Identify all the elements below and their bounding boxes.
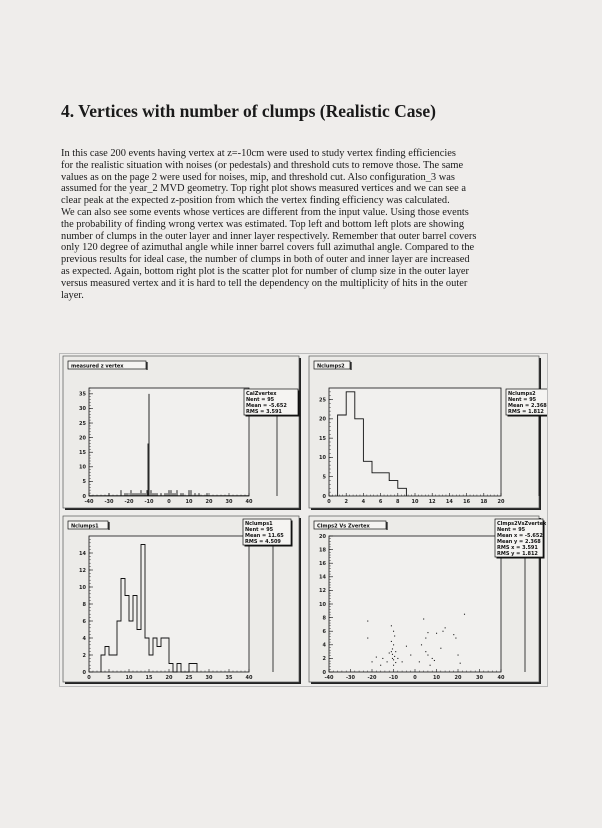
paragraph-line: for the realistic situation with noises (or pedestals) and threshold cuts to remove those. The same bbox=[61, 159, 464, 171]
y-tick-label: 0 bbox=[82, 669, 86, 676]
y-tick-label: 4 bbox=[82, 635, 86, 642]
plot-panel bbox=[309, 516, 547, 684]
scatter-point bbox=[432, 658, 433, 659]
plot-title: Nclumps1 bbox=[71, 523, 99, 530]
scatter-point bbox=[393, 659, 394, 660]
stats-line: Mean = 11.65 bbox=[245, 533, 284, 539]
y-tick-label: 14 bbox=[319, 574, 326, 581]
scatter-point bbox=[394, 656, 395, 657]
scatter-point bbox=[406, 646, 407, 647]
y-tick-label: 10 bbox=[319, 601, 326, 608]
x-tick-label: 20 bbox=[165, 675, 173, 681]
scatter-point bbox=[460, 663, 461, 664]
scatter-point bbox=[455, 638, 456, 639]
scatter-point bbox=[434, 660, 435, 661]
y-tick-label: 2 bbox=[322, 656, 326, 663]
y-tick-label: 0 bbox=[322, 493, 326, 500]
paragraph-line: layer. bbox=[61, 289, 84, 301]
scatter-point bbox=[425, 651, 426, 652]
y-tick-label: 10 bbox=[79, 464, 86, 471]
x-tick-label: 40 bbox=[245, 675, 253, 681]
paragraph-line: In this case 200 events having vertex at z=-10cm were used to study vertex finding efficiencies bbox=[61, 148, 456, 159]
y-tick-label: 5 bbox=[322, 474, 326, 481]
paragraph-line: versus measured vertex and it is hard to tell the dependency on the multiplicity of hits in the outer bbox=[61, 277, 468, 289]
paragraph-line: assumed for the year_2 MVD geometry. Top right plot shows measured vertices and we can see a bbox=[61, 183, 466, 195]
scatter-point bbox=[427, 632, 428, 633]
stats-line: Nent = 95 bbox=[245, 527, 274, 533]
y-tick-label: 5 bbox=[82, 479, 86, 486]
y-tick-label: 10 bbox=[319, 455, 326, 462]
stats-line: CalZvertex bbox=[246, 391, 277, 397]
y-tick-label: 30 bbox=[79, 406, 86, 413]
y-tick-label: 8 bbox=[322, 615, 326, 622]
x-tick-label: 20 bbox=[497, 499, 505, 505]
y-tick-label: 25 bbox=[79, 420, 86, 427]
x-tick-label: -20 bbox=[367, 675, 377, 681]
y-tick-label: 6 bbox=[322, 629, 326, 635]
x-tick-label: 10 bbox=[185, 499, 193, 505]
paragraph-line: clear peak at the expected z-position from which the vertex finding efficiency was calculated. bbox=[61, 195, 450, 207]
plot-title: Clmps2 Vs Zvertex bbox=[317, 523, 370, 530]
y-tick-label: 12 bbox=[79, 567, 86, 574]
stats-line: Clmps2VsZvertex bbox=[497, 521, 547, 527]
y-tick-label: 6 bbox=[82, 618, 86, 625]
plot-area bbox=[89, 388, 249, 496]
x-tick-label: -10 bbox=[388, 675, 399, 681]
scatter-point bbox=[395, 662, 396, 663]
scatter-point bbox=[445, 627, 446, 628]
y-tick-label: 20 bbox=[319, 416, 326, 423]
stats-line: RMS = 4.509 bbox=[245, 539, 281, 545]
stats-line: Nent = 95 bbox=[497, 527, 526, 533]
figure-plots bbox=[60, 354, 547, 686]
scatter-point bbox=[391, 641, 392, 642]
scatter-point bbox=[395, 651, 396, 652]
y-tick-label: 15 bbox=[319, 435, 326, 442]
scatter-point bbox=[436, 633, 437, 634]
x-tick-label: 30 bbox=[476, 675, 483, 681]
body-paragraph bbox=[61, 148, 561, 301]
scatter-point bbox=[410, 655, 411, 656]
plot-title-box bbox=[68, 521, 109, 530]
y-tick-label: 10 bbox=[79, 584, 86, 591]
stats-line: Nent = 95 bbox=[246, 397, 275, 403]
plot-title-box bbox=[314, 361, 351, 370]
stats-line: Mean = -5.652 bbox=[246, 403, 287, 409]
scatter-point bbox=[392, 648, 393, 649]
x-tick-label: 30 bbox=[225, 499, 233, 505]
x-tick-label: 4 bbox=[361, 499, 366, 505]
stats-line: RMS = 3.591 bbox=[246, 409, 282, 415]
stats-line: Nent = 95 bbox=[508, 397, 537, 403]
scatter-point bbox=[402, 661, 403, 662]
y-tick-label: 35 bbox=[79, 391, 86, 398]
scatter-point bbox=[430, 665, 431, 666]
scatter-point bbox=[382, 658, 383, 659]
x-tick-label: 10 bbox=[433, 675, 440, 681]
x-tick-label: -30 bbox=[345, 675, 356, 681]
stats-line: Mean x = -5.652 bbox=[497, 533, 543, 539]
scatter-point bbox=[372, 661, 373, 662]
plot-title: measured z vertex bbox=[71, 363, 124, 370]
stats-line: RMS = 1.812 bbox=[508, 409, 544, 415]
paragraph-line: as expected. Again, bottom right plot is the scatter plot for number of clump size in the outer layer bbox=[61, 265, 470, 277]
scatter-point bbox=[367, 638, 368, 639]
x-tick-label: 25 bbox=[185, 675, 193, 681]
scatter-point bbox=[367, 621, 368, 622]
scatter-point bbox=[394, 635, 395, 636]
y-tick-label: 2 bbox=[82, 652, 86, 659]
stats-line: Mean y = 2.368 bbox=[497, 539, 541, 545]
x-tick-label: 5 bbox=[107, 675, 111, 681]
stats-line: Mean = 2.368 bbox=[508, 403, 547, 409]
x-tick-label: 35 bbox=[225, 675, 233, 681]
y-tick-label: 8 bbox=[82, 601, 86, 608]
plot-panel bbox=[63, 516, 301, 684]
y-tick-label: 14 bbox=[79, 550, 86, 557]
scatter-point bbox=[464, 614, 465, 615]
x-tick-label: 8 bbox=[396, 499, 400, 505]
x-tick-label: 40 bbox=[497, 675, 505, 681]
paragraph-line: only 120 degree of azimuthal angle while inner barrel covers full azimuthal angle. Compared to the bbox=[61, 242, 475, 254]
y-tick-label: 18 bbox=[319, 547, 326, 554]
scatter-point bbox=[453, 634, 454, 635]
paragraph-line: previous results for ideal case, the number of clumps in both of outer and inner layer are increased bbox=[61, 254, 470, 266]
paragraph-line: We can also see some events whose vertices are different from the input value. Using those events bbox=[61, 206, 469, 218]
scatter-point bbox=[423, 618, 424, 619]
scatter-point bbox=[393, 631, 394, 632]
x-tick-label: 12 bbox=[428, 499, 436, 505]
plot-panel bbox=[63, 356, 301, 510]
paragraph-line: values as on the page 2 were used for noises, mip, and threshold cut. Also configuration_3 was bbox=[61, 171, 455, 183]
x-tick-label: 10 bbox=[125, 675, 133, 681]
scatter-point bbox=[392, 658, 393, 659]
scatter-point bbox=[389, 652, 390, 653]
stats-line: RMS y = 1.812 bbox=[497, 551, 538, 557]
scatter-point bbox=[391, 625, 392, 626]
paragraph-line: number of clumps in the outer layer and inner layer respectively. Remember that outer barrel covers bbox=[61, 230, 477, 242]
y-tick-label: 16 bbox=[319, 561, 326, 567]
x-tick-label: 0 bbox=[167, 499, 171, 505]
scatter-point bbox=[425, 638, 426, 639]
plot-title-box bbox=[68, 361, 147, 370]
x-tick-label: 30 bbox=[205, 675, 213, 681]
x-tick-label: -10 bbox=[144, 499, 154, 505]
scatter-point bbox=[397, 658, 398, 659]
x-tick-label: -20 bbox=[124, 499, 134, 505]
y-tick-label: 25 bbox=[319, 397, 326, 404]
y-tick-label: 0 bbox=[322, 669, 326, 676]
scatter-point bbox=[380, 665, 381, 666]
x-tick-label: 15 bbox=[145, 675, 153, 681]
scatter-point bbox=[427, 655, 428, 656]
scatter-point bbox=[419, 661, 420, 662]
x-tick-label: 0 bbox=[87, 675, 91, 681]
x-tick-label: 16 bbox=[463, 499, 471, 505]
scatter-point bbox=[442, 631, 443, 632]
stats-line: Nclumps2 bbox=[508, 391, 536, 397]
scatter-point bbox=[458, 655, 459, 656]
x-tick-label: 14 bbox=[445, 499, 453, 505]
plot-title-box bbox=[314, 521, 387, 530]
x-tick-label: 40 bbox=[245, 499, 253, 505]
scatter-point bbox=[376, 657, 377, 658]
scatter-point bbox=[387, 661, 388, 662]
paragraph-line: the probability of finding wrong vertex was estimated. Top left and bottom left plots are showing bbox=[61, 218, 465, 230]
x-tick-label: 20 bbox=[454, 675, 462, 681]
scatter-point bbox=[440, 648, 441, 649]
x-tick-label: 2 bbox=[344, 499, 348, 505]
x-tick-label: 10 bbox=[411, 499, 419, 505]
x-tick-label: -40 bbox=[324, 675, 334, 681]
plot-area bbox=[329, 536, 501, 672]
scatter-point bbox=[391, 651, 392, 652]
x-tick-label: -40 bbox=[84, 499, 94, 505]
y-tick-label: 20 bbox=[319, 533, 326, 540]
y-tick-label: 4 bbox=[322, 642, 326, 649]
section-heading: 4. Vertices with number of clumps (Realistic Case) bbox=[61, 101, 436, 121]
figure-canvas bbox=[59, 353, 548, 687]
y-tick-label: 12 bbox=[319, 588, 326, 595]
stats-line: RMS x = 3.591 bbox=[497, 545, 538, 551]
y-tick-label: 20 bbox=[79, 435, 86, 442]
scatter-point bbox=[421, 644, 422, 645]
scatter-point bbox=[392, 654, 393, 655]
x-tick-label: -30 bbox=[104, 499, 114, 505]
scatter-point bbox=[393, 644, 394, 645]
scatter-point bbox=[393, 665, 394, 666]
plot-title: Nclumps2 bbox=[317, 363, 345, 370]
stats-line: Nclumps1 bbox=[245, 521, 273, 527]
x-tick-label: 6 bbox=[378, 499, 383, 505]
y-tick-label: 0 bbox=[82, 493, 86, 500]
x-tick-label: 0 bbox=[327, 499, 331, 505]
x-tick-label: 0 bbox=[413, 675, 417, 681]
x-tick-label: 20 bbox=[205, 499, 213, 505]
plot-panel bbox=[309, 356, 547, 510]
x-tick-label: 18 bbox=[480, 499, 488, 505]
y-tick-label: 15 bbox=[79, 450, 86, 457]
